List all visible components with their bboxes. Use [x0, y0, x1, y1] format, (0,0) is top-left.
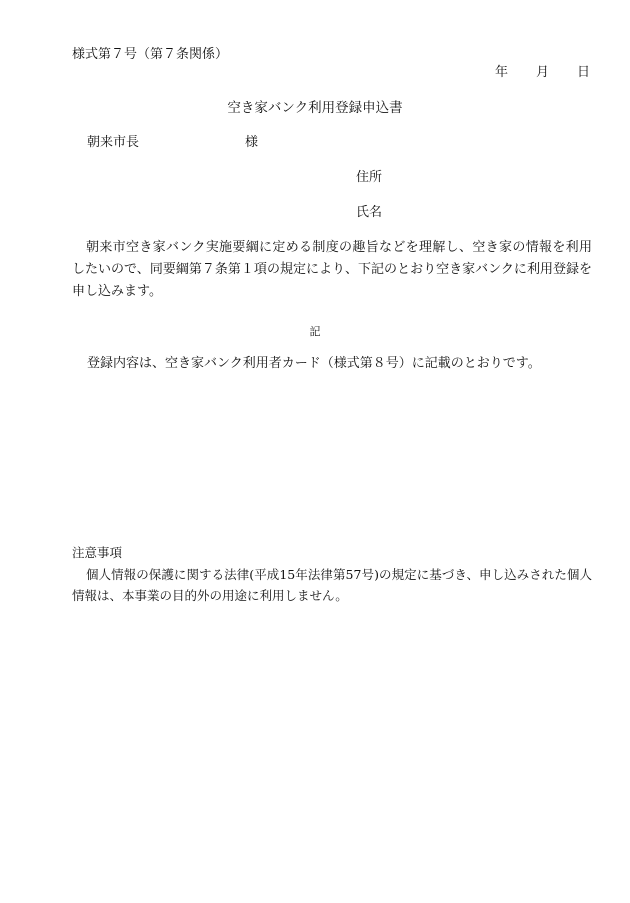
notice-text: 個人情報の保護に関する法律(平成15年法律第57号)の規定に基づき、申し込みされた個人情報は、本事業の目的外の用途に利用しません。 [72, 567, 592, 603]
addressee: 朝来市長 [87, 135, 140, 150]
ki-marker: 記 [309, 325, 321, 338]
date-year-label: 年 [495, 65, 509, 80]
document-title: 空き家バンク利用登録申込書 [227, 100, 403, 116]
date-line [495, 65, 590, 81]
honorific: 様 [245, 135, 259, 150]
registration-content: 登録内容は、空き家バンク利用者カード（様式第８号）に記載のとおりです。 [87, 356, 541, 371]
address-label: 住所 [356, 170, 383, 185]
notice-heading: 注意事項 [72, 545, 123, 560]
form-number: 様式第７号（第７条関係） [72, 47, 229, 62]
name-label: 氏名 [356, 205, 383, 220]
date-month-label: 月 [536, 65, 550, 80]
date-day-label: 日 [577, 65, 591, 80]
body-paragraph: 朝来市空き家バンク実施要綱に定める制度の趣旨などを理解し、空き家の情報を利用したいので、同要綱第７条第１項の規定により、下記のとおり空き家バンクに利用登録を申し込みます。 [72, 240, 592, 299]
